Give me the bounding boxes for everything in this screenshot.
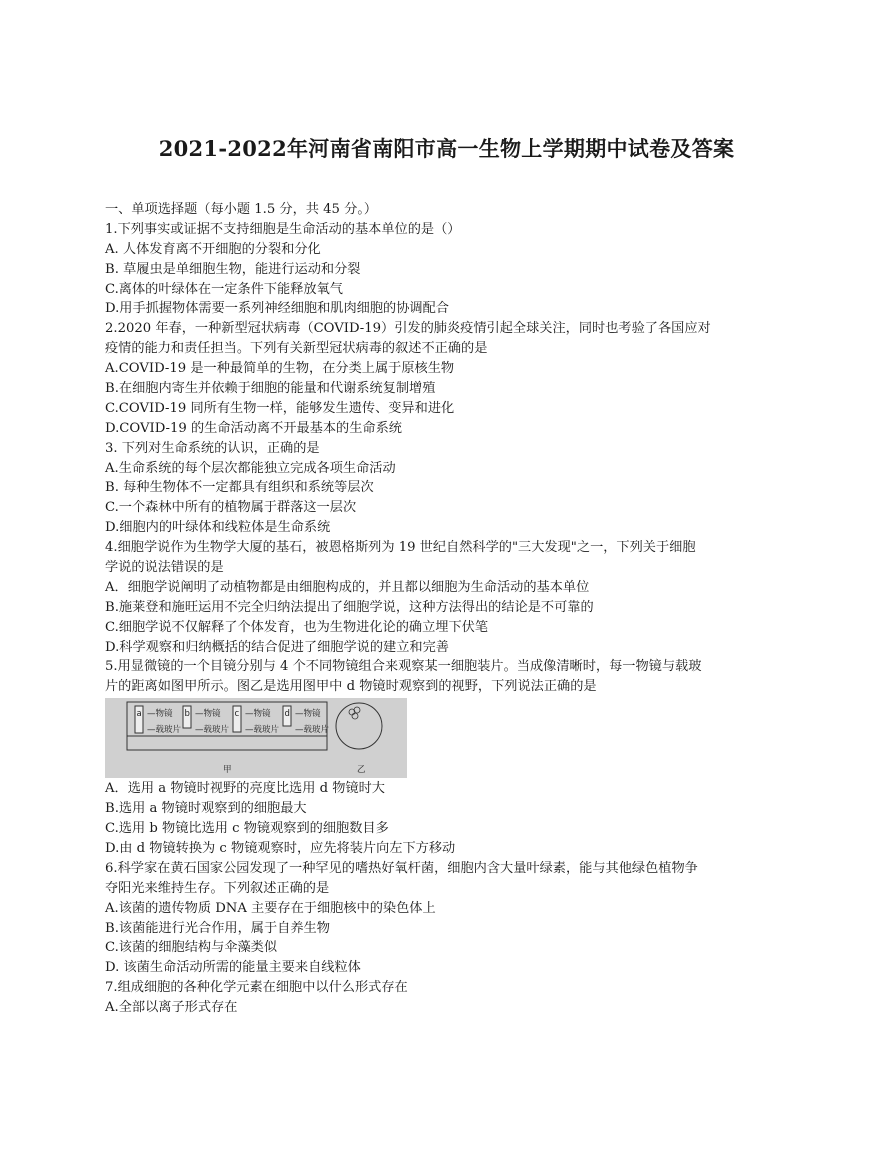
question-2-stem-line-2: 疫情的能力和责任担当。下列有关新型冠状病毒的叙述不正确的是	[105, 341, 488, 357]
cell-icon	[352, 713, 358, 719]
question-7-stem: 7.组成细胞的各种化学元素在细胞中以什么形式存在	[105, 980, 408, 996]
document-title: 2021-2022年河南省南阳市高一生物上学期期中试卷及答案	[158, 136, 735, 161]
question-5-option-c: C.选用 b 物镜比选用 c 物镜观察到的细胞数目多	[105, 821, 389, 837]
question-1-option-b: B. 草履虫是单细胞生物，能进行运动和分裂	[105, 261, 361, 277]
question-2-option-d: D.COVID-19 的生命活动离不开最基本的生命系统	[105, 420, 402, 436]
lens-letter-b: b	[184, 709, 190, 720]
question-7-option-a: A.全部以离子形式存在	[105, 1000, 238, 1016]
question-3-option-b: B. 每种生物体不一定都具有组织和系统等层次	[105, 480, 374, 496]
lens-label: —物镜	[147, 709, 173, 720]
question-4-stem-line-2: 学说的说法错误的是	[105, 560, 224, 576]
field-of-view-circle	[336, 703, 382, 749]
slide-label: —载玻片	[295, 725, 330, 736]
slide-label: —载玻片	[147, 725, 182, 736]
lens-letter-c: c	[234, 709, 240, 720]
question-3-option-c: C.一个森林中所有的植物属于群落这一层次	[105, 500, 357, 516]
question-6-stem-line-1: 6.科学家在黄石国家公园发现了一种罕见的嗜热好氧杆菌，细胞内含大量叶绿素，能与其他绿色植物争	[105, 860, 698, 876]
question-4-stem-line-1: 4.细胞学说作为生物学大厦的基石，被恩格斯列为 19 世纪自然科学的"三大发现"之一，下列关于细胞	[105, 540, 696, 556]
question-6-option-a: A.该菌的遗传物质 DNA 主要存在于细胞核中的染色体上	[105, 900, 436, 916]
lens-label: —物镜	[245, 709, 271, 720]
question-5-option-a: A．选用 a 物镜时视野的亮度比选用 d 物镜时大	[105, 781, 385, 797]
objective-lens-group	[135, 706, 330, 735]
question-4-option-b: B.施莱登和施旺运用不完全归纳法提出了细胞学说，这种方法得出的结论是不可靠的	[105, 599, 594, 615]
question-6-option-b: B.该菌能进行光合作用，属于自养生物	[105, 920, 330, 936]
question-6-option-d: D. 该菌生命活动所需的能量主要来自线粒体	[105, 960, 361, 976]
question-5-stem-line-1: 5.用显微镜的一个目镜分别与 4 个不同物镜组合来观察某一细胞装片。当成像清晰时，每一物镜与载玻	[105, 659, 702, 675]
question-4-option-c: C.细胞学说不仅解释了个体发育，也为生物进化论的确立埋下伏笔	[105, 619, 489, 635]
question-4-option-a: A．细胞学说阐明了动植物都是由细胞构成的，并且都以细胞为生命活动的基本单位	[105, 579, 590, 595]
lens-letter-a: a	[136, 709, 142, 720]
question-5-option-b: B.选用 a 物镜时观察到的细胞最大	[105, 801, 307, 817]
microscope-diagram	[105, 698, 407, 778]
question-2-stem-line-1: 2.2020 年春，一种新型冠状病毒（COVID-19）引发的肺炎疫情引起全球关注，同时也考验了各国应对	[105, 321, 711, 337]
document-body	[105, 200, 795, 1018]
question-5-option-d: D.由 d 物镜转换为 c 物镜观察时，应先将装片向左下方移动	[105, 840, 456, 856]
caption-left: 甲	[223, 765, 232, 776]
question-1-option-a: A. 人体发育离不开细胞的分裂和分化	[105, 241, 321, 257]
question-1-stem: 1.下列事实或证据不支持细胞是生命活动的基本单位的是（）	[105, 221, 461, 237]
question-6-stem-line-2: 夺阳光来维持生存。下列叙述正确的是	[105, 880, 330, 896]
slide-label: —载玻片	[245, 725, 280, 736]
question-2-option-a: A.COVID-19 是一种最简单的生物，在分类上属于原核生物	[105, 361, 455, 377]
question-1-option-d: D.用手抓握物体需要一系列神经细胞和肌肉细胞的协调配合	[105, 301, 449, 317]
question-3-option-a: A.生命系统的每个层次都能独立完成各项生命活动	[105, 460, 396, 476]
question-5-stem-line-2: 片的距离如图甲所示。图乙是选用图甲中 d 物镜时观察到的视野，下列说法正确的是	[105, 679, 597, 695]
question-6-option-c: C.该菌的细胞结构与伞藻类似	[105, 940, 278, 956]
microscope-figure	[105, 698, 407, 778]
cell-icon	[354, 707, 360, 713]
question-4-option-d: D.科学观察和归纳概括的结合促进了细胞学说的建立和完善	[105, 639, 449, 655]
question-3-option-d: D.细胞内的叶绿体和线粒体是生命系统	[105, 520, 331, 536]
lens-label: —物镜	[195, 709, 221, 720]
lens-label: —物镜	[295, 709, 321, 720]
question-1-option-c: C.离体的叶绿体在一定条件下能释放氧气	[105, 281, 343, 297]
question-2-option-b: B.在细胞内寄生并依赖于细胞的能量和代谢系统复制增殖	[105, 381, 436, 397]
question-3-stem: 3. 下列对生命系统的认识，正确的是	[105, 440, 320, 456]
caption-right: 乙	[357, 765, 366, 776]
question-2-option-c: C.COVID-19 同所有生物一样，能够发生遗传、变异和进化	[105, 400, 455, 416]
lens-letter-d: d	[284, 709, 290, 720]
section-heading: 一、单项选择题（每小题 1.5 分，共 45 分。）	[105, 202, 378, 217]
slide-label: —载玻片	[195, 725, 230, 736]
